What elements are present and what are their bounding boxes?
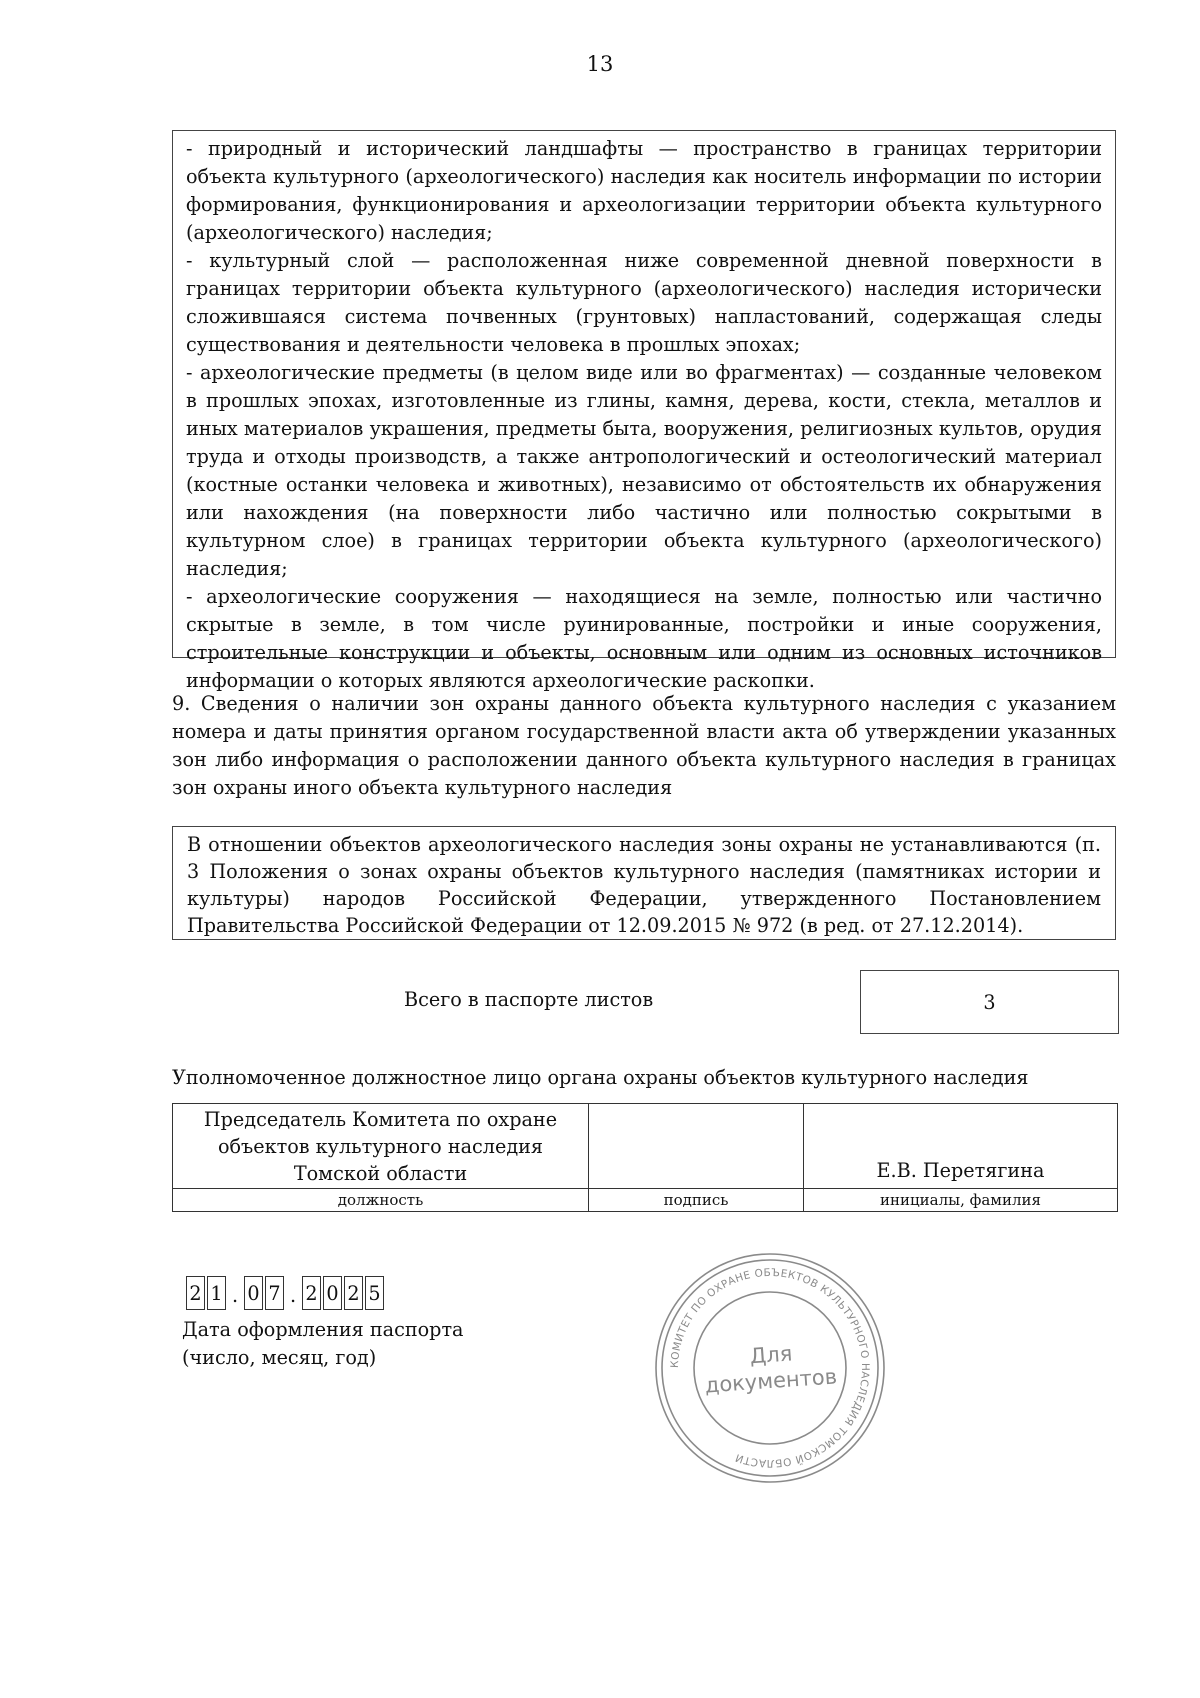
- page-number: 13: [586, 52, 614, 76]
- section-9-heading: 9. Сведения о наличии зон охраны данного объекта культурного наследия с указанием номера и даты принятия органом государственной власти акта об утверждении указанных зон либо информация о расположении данного объекта культурного наследия в границах зон охраны иного объекта культурного наследия: [172, 692, 1116, 799]
- caption-row: [173, 1189, 1118, 1212]
- issue-date: [186, 1276, 386, 1310]
- caption-position: должность: [173, 1189, 589, 1212]
- date-digit-day: 1: [207, 1276, 226, 1310]
- name-cell: Е.В. Перетягина: [804, 1104, 1118, 1189]
- signature-table: [172, 1103, 1118, 1212]
- definition-archaeological-structures: - археологические сооружения — находящиеся на земле, полностью или частично скрытые в земле, в том числе руинированные, постройки и иные сооружения, строительные конструкции и объекты, основным или одним из основных источников информации о которых являются археологические раскопки.: [186, 585, 1102, 692]
- position-cell: [173, 1104, 589, 1189]
- caption-name: инициалы, фамилия: [804, 1189, 1118, 1212]
- sheets-count-box: [860, 970, 1119, 1034]
- seal-ring-text: КОМИТЕТ ПО ОХРАНЕ ОБЪЕКТОВ КУЛЬТУРНОГО НАСЛЕДИЯ ТОМСКОЙ ОБЛАСТИ: [668, 1266, 872, 1470]
- seal-center-line-2: документов: [704, 1364, 838, 1398]
- official-seal: [652, 1250, 888, 1486]
- date-digit-year: 0: [323, 1276, 342, 1310]
- date-separator: .: [231, 1284, 239, 1307]
- seal-center-line-1: Для: [749, 1341, 794, 1369]
- sheets-count-value: 3: [983, 990, 996, 1014]
- issue-date-label-line: Дата оформления паспорта: [182, 1318, 464, 1341]
- definition-archaeological-items: - археологические предметы (в целом виде или во фрагментах) — созданные человеком в прошлых эпохах, изготовленные из глины, камня, дерева, кости, стекла, металлов и иных материалов украшения, предметы быта, вооружения, религиозных культов, орудия труда и отходы производств, а также антропологический и остеологический материал (костные останки человека и животных), независимо от обстоятельств их обнаружения или нахождения (на поверхности либо частично или полностью сокрытыми в культурном слое) в границах территории объекта культурного (археологического) наследия;: [186, 361, 1102, 580]
- signature-cell: [589, 1104, 804, 1189]
- sheets-count-label: Всего в паспорте листов: [404, 988, 654, 1011]
- date-digit-year: 5: [365, 1276, 384, 1310]
- seal-outer-ring: [656, 1254, 884, 1482]
- date-digit-year: 2: [344, 1276, 363, 1310]
- official-label: Уполномоченное должностное лицо органа охраны объектов культурного наследия: [172, 1066, 1029, 1089]
- position-line: Томской области: [293, 1161, 468, 1185]
- definition-landscape: - природный и исторический ландшафты — пространство в границах территории объекта культурного (археологического) наследия как носитель информации по истории формирования, функционирования и археологизации территории объекта культурного (археологического) наследия;: [186, 137, 1102, 244]
- date-digit-year: 2: [302, 1276, 321, 1310]
- position-line: Председатель Комитета по охране: [203, 1107, 558, 1131]
- signature-row: [173, 1104, 1118, 1189]
- definition-cultural-layer: - культурный слой — расположенная ниже современной дневной поверхности в границах территории объекта культурного (археологического) наследия исторически сложившаяся система почвенных (грунтовых) напластований, содержащая следы существования и деятельности человека в прошлых эпохах;: [186, 249, 1102, 356]
- caption-signature: подпись: [589, 1189, 804, 1212]
- issue-date-label: [182, 1316, 464, 1372]
- date-digit-month: 7: [265, 1276, 284, 1310]
- position-line: объектов культурного наследия: [217, 1134, 544, 1158]
- protection-zones-box: В отношении объектов археологического наследия зоны охраны не устанавливаются (п. 3 Положения о зонах охраны объектов культурного наследия (памятниках истории и культуры) народов Российской Федерации, утвержденного Постановлением Правительства Российской Федерации от 12.09.2015 № 972 (в ред. от 27.12.2014).: [172, 826, 1116, 940]
- definitions-box: [172, 130, 1116, 692]
- issue-date-label-line: (число, месяц, год): [182, 1346, 377, 1369]
- date-digit-day: 2: [186, 1276, 205, 1310]
- date-digit-month: 0: [244, 1276, 263, 1310]
- date-separator: .: [289, 1284, 297, 1307]
